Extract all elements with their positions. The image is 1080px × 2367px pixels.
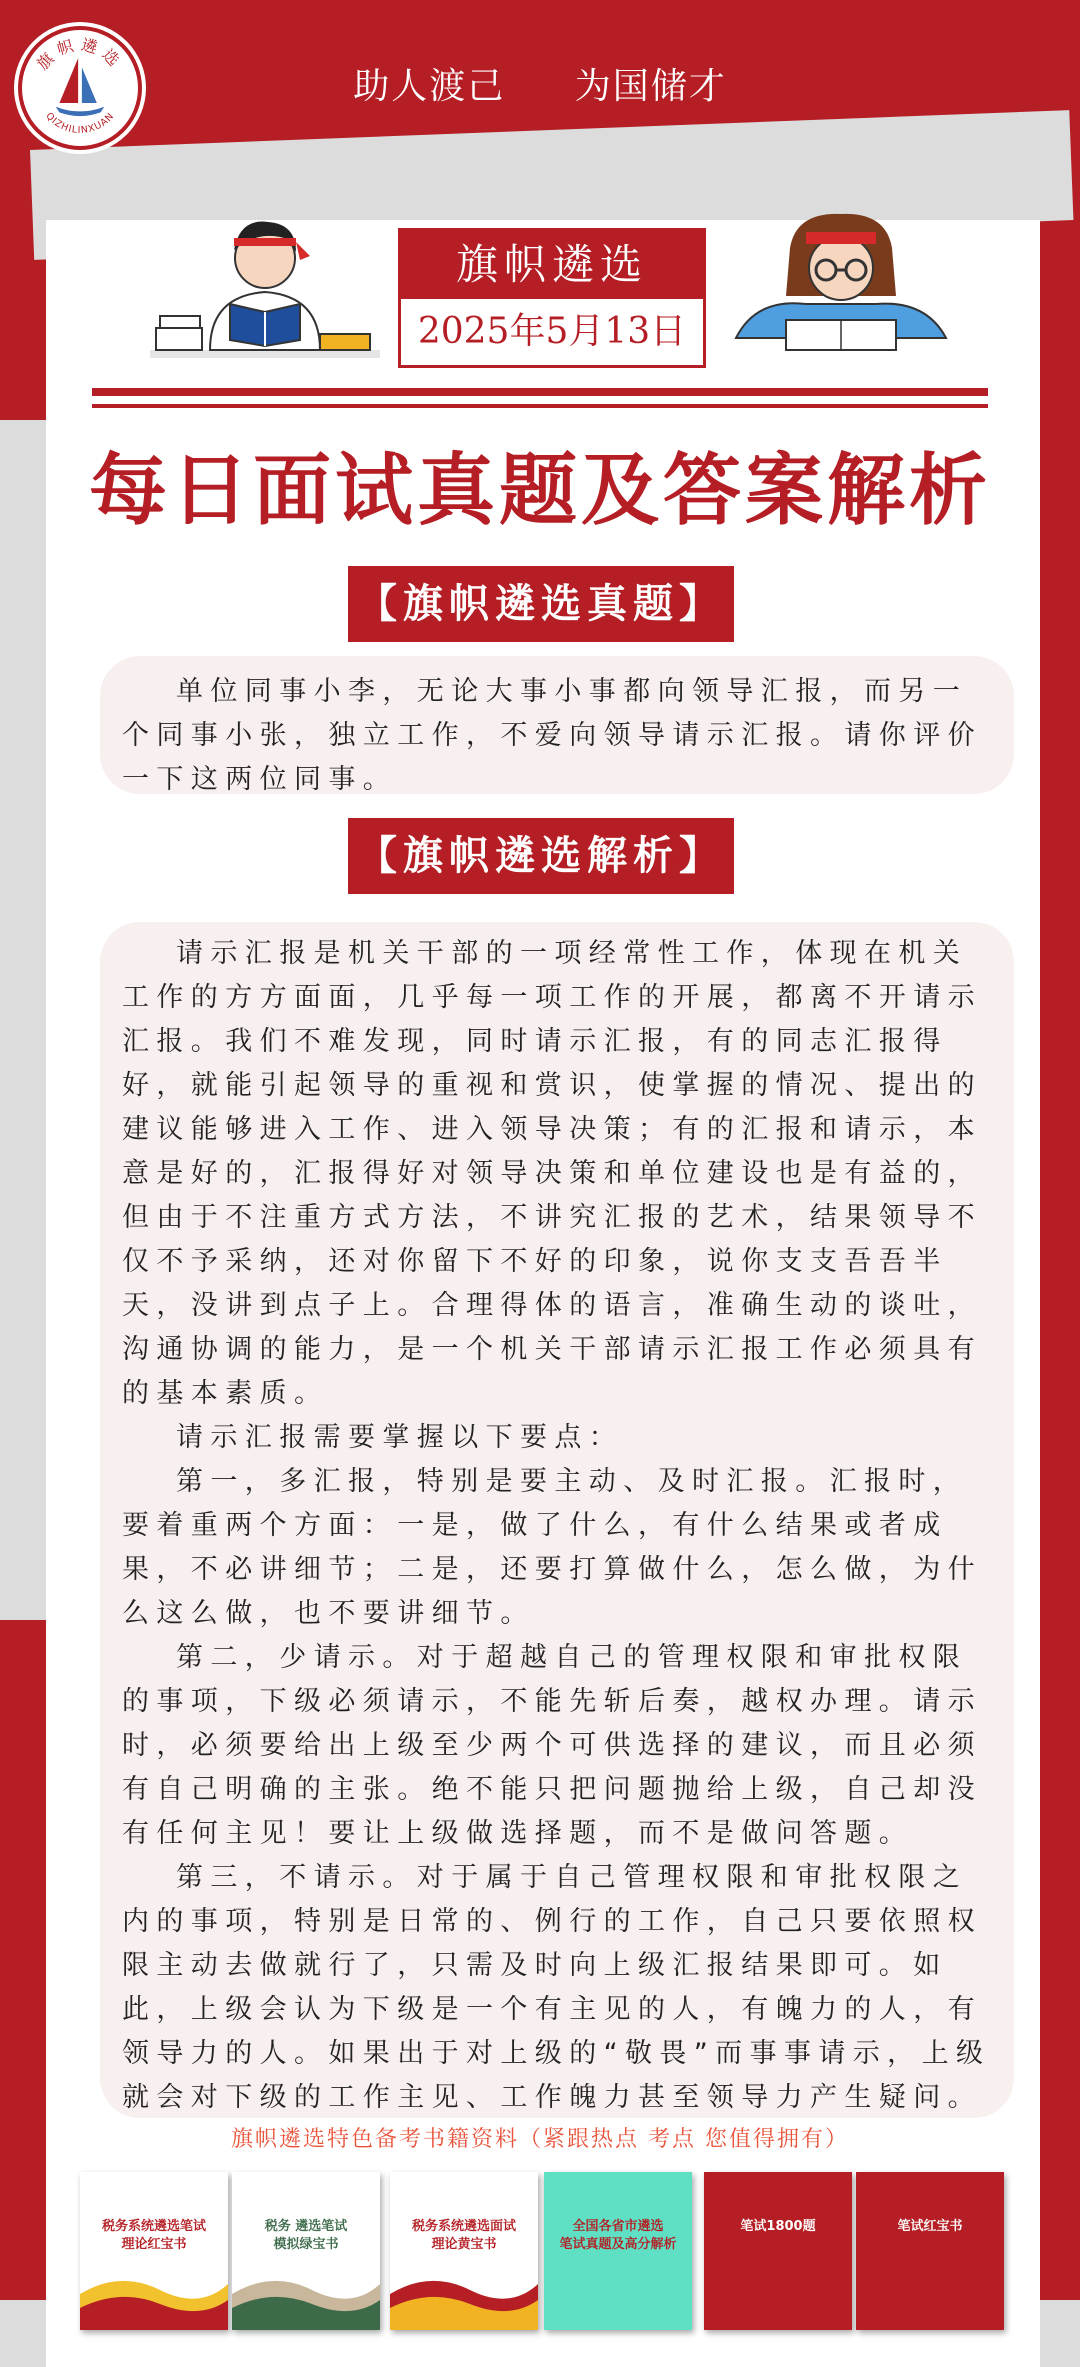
promo-text: 旗帜遴选特色备考书籍资料（紧跟热点 考点 您值得拥有） [231,2127,849,2152]
decor-stripe-left [0,420,46,1620]
book-title: 税务 遴选笔试 模拟绿宝书 [264,2219,348,2252]
book-list [80,2172,1000,2332]
book-cover[interactable] [232,2172,380,2330]
divider-thin [92,404,988,408]
book-wave-decor [80,2270,228,2330]
book-title: 全国各省市遴选 笔试真题及高分解析 [559,2219,677,2252]
logo-name: 旗帜遴选 [32,34,128,74]
book-title: 税务系统遴选面试 理论黄宝书 [411,2219,516,2252]
book-title: 笔试1800题 [740,2219,816,2234]
analysis-tag: 【旗帜遴选解析】 [348,818,734,894]
analysis-paragraph: 请示汇报需要掌握以下要点： [176,1422,624,1453]
analysis-paragraph: 第二，少请示。对于超越自己的管理权限和审批权限的事项，下级必须请示，不能先斩后奏，越权办理。请示时，必须要给出上级至少两个可供选择的建议，而且必须有自己明确的主张。绝不能只把问题抛给上级，自己却没有任何主见！要让上级做选择题，而不是做问答题。 [122,1642,982,1849]
analysis-card [100,922,1014,2118]
brand-box [398,228,706,368]
book-title: 税务系统遴选笔试 理论红宝书 [101,2219,206,2252]
slogan [0,58,1080,109]
question-card [100,656,1014,794]
book-cover[interactable] [390,2172,538,2330]
brand-name: 旗帜遴选 [401,231,703,299]
slogan-right: 为国储才 [574,66,727,107]
page-title: 每日面试真题及答案解析 [88,446,991,536]
brand-date: 2025年5月13日 [417,311,687,352]
reading-boy-illustration [150,200,380,380]
book-wave-decor [856,2270,1004,2330]
book-wave-decor [544,2270,692,2330]
logo-pinyin: QIZHILINXUAN [43,110,117,137]
analysis-paragraph: 请示汇报是机关干部的一项经常性工作，体现在机关工作的方方面面，几乎每一项工作的开展，都离不开请示汇报。我们不难发现，同时请示汇报，有的同志汇报得好，就能引起领导的重视和赏识，使掌握的情况、提出的建议能够进入工作、进入领导决策；有的汇报和请示，本意是好的，汇报得好对领导决策和单位建设也是有益的，但由于不注重方式方法，不讲究汇报的艺术，结果领导不仅不予采纳，还对你留下不好的印象，说你支支吾吾半天，没讲到点子上。合理得体的语言，准确生动的谈吐，沟通协调的能力，是一个机关干部请示汇报工作必须具有的基本素质。 [122,938,982,1409]
book-wave-decor [390,2270,538,2330]
slogan-left: 助人渡己 [353,66,506,107]
divider-thick [92,388,988,396]
book-cover[interactable] [704,2172,852,2330]
book-wave-decor [704,2270,852,2330]
writing-girl-illustration [726,208,956,358]
book-title: 笔试红宝书 [897,2219,963,2234]
book-cover[interactable] [544,2172,692,2330]
analysis-paragraph: 第三，不请示。对于属于自己管理权限和审批权限之内的事项，特别是日常的、例行的工作，自己只要依照权限主动去做就行了，只需及时向上级汇报结果即可。如此，上级会认为下级是一个有主见的人，有魄力的人，有领导力的人。如果出于对上级的“敬畏”而事事请示，上级就会对下级的工作主见、工作魄力甚至领导力产生疑问。 [122,1862,991,2113]
book-cover[interactable] [856,2172,1004,2330]
book-wave-decor [232,2270,380,2330]
analysis-paragraph: 第一，多汇报，特别是要主动、及时汇报。汇报时，要着重两个方面：一是，做了什么，有什么结果或者成果，不必讲细节；二是，还要打算做什么，怎么做，为什么这么做，也不要讲细节。 [122,1466,982,1629]
book-cover[interactable] [80,2172,228,2330]
question-text: 单位同事小李，无论大事小事都向领导汇报，而另一个同事小张，独立工作，不爱向领导请示汇报。请你评价一下这两位同事。 [122,676,982,795]
question-tag: 【旗帜遴选真题】 [348,566,734,642]
